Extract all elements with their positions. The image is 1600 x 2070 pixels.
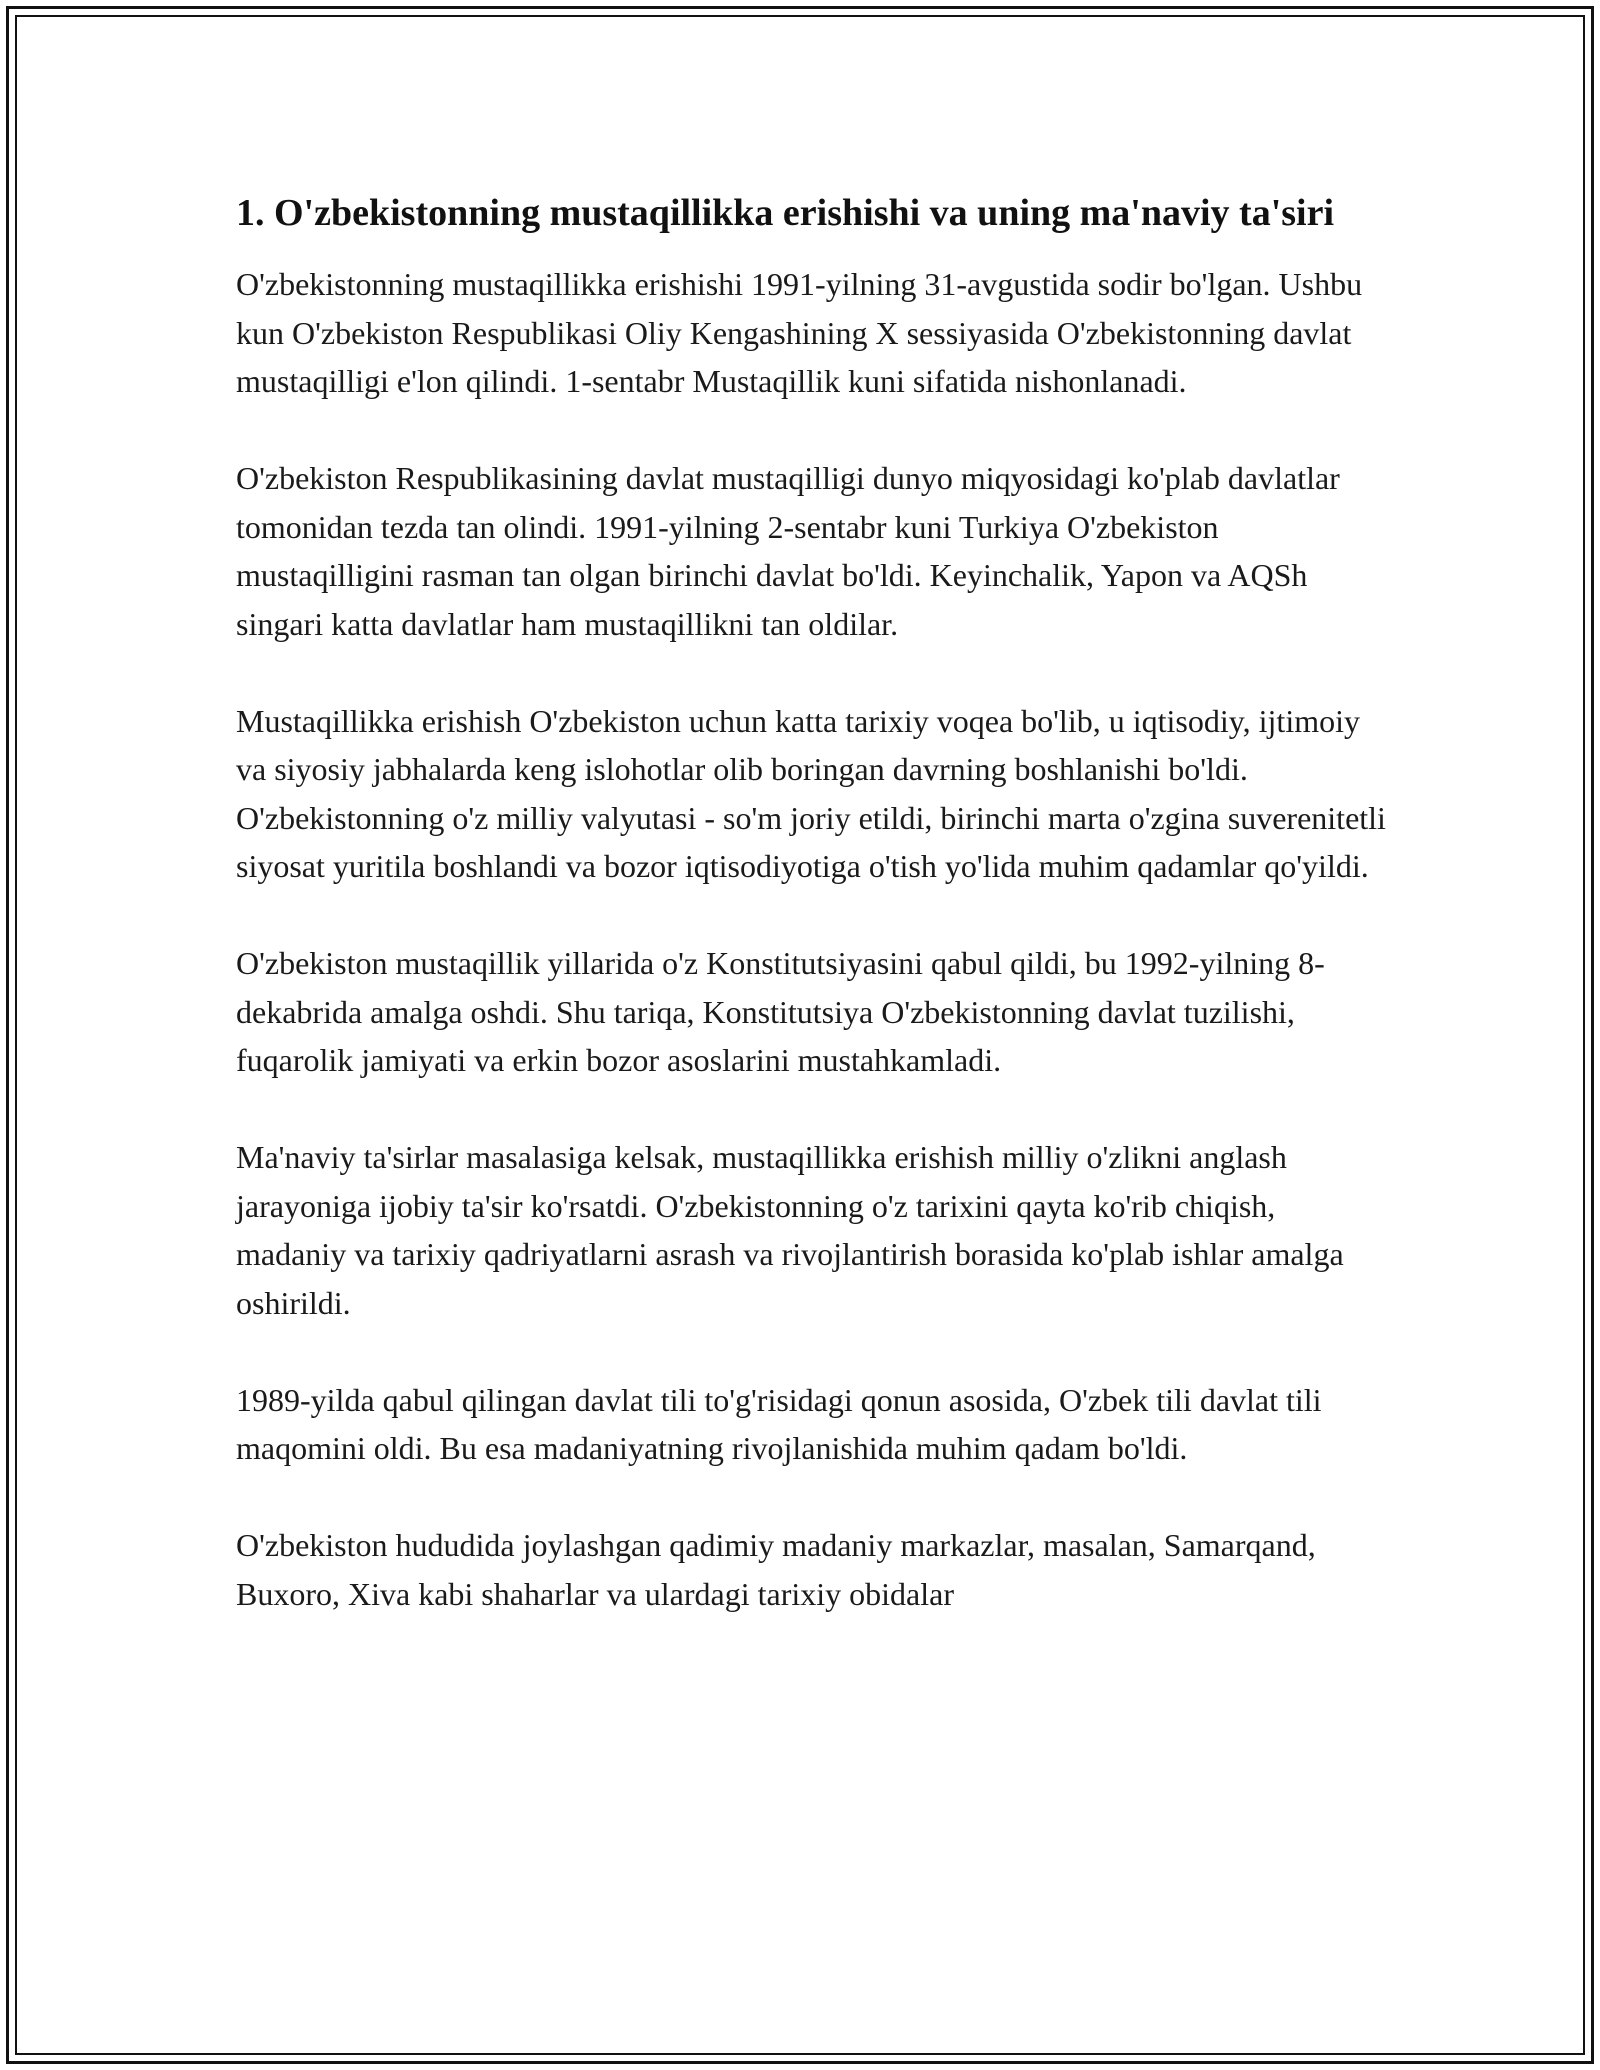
- paragraph-cultural-centers: O'zbekiston hududida joylashgan qadimiy madaniy markazlar, masalan, Samarqand, Buxoro, Xiva kabi shaharlar va ulardagi tarixiy obidalar: [236, 1527, 1316, 1612]
- paragraph-independence-date: O'zbekistonning mustaqillikka erishishi 1991-yilning 31-avgustida sodir bo'lgan. Ushbu kun O'zbekiston Respublikasi Oliy Kengashining X sessiyasida O'zbekistonning davlat mustaqilligi e'lon qilindi. 1-sentabr Mustaqillik kuni sifatida nishonlanadi.: [236, 266, 1363, 399]
- document-body: [236, 186, 1386, 1667]
- section-heading: 1. O'zbekistonning mustaqillikka erishishi va uning ma'naviy ta'siri: [236, 192, 1335, 234]
- paragraph-state-language: 1989-yilda qabul qilingan davlat tili to'g'risidagi qonun asosida, O'zbek tili davlat tili maqomini oldi. Bu esa madaniyatning rivojlanishida muhim qadam bo'ldi.: [236, 1381, 1322, 1466]
- paragraph-constitution: O'zbekiston mustaqillik yillarida o'z Konstitutsiyasini qabul qildi, bu 1992-yilning 8-dekabrida amalga oshdi. Shu tariqa, Konstitutsiya O'zbekistonning davlat tuzilishi, fuqarolik jamiyati va erkin bozor asoslarini mustahkamladi.: [236, 945, 1325, 1078]
- paragraph-reforms: Mustaqillikka erishish O'zbekiston uchun katta tarixiy voqea bo'lib, u iqtisodiy, ijtimoiy va siyosiy jabhalarda keng islohotlar olib boringan davrning boshlanishi bo'ldi. O'zbekistonning o'z milliy valyutasi - so'm joriy etildi, birinchi marta o'zgina suverenitetli siyosat yuritila boshlandi va bozor iqtisodiyotiga o'tish yo'lida muhim qadamlar qo'yildi.: [236, 702, 1386, 884]
- paragraph-international-recognition: O'zbekiston Respublikasining davlat mustaqilligi dunyo miqyosidagi ko'plab davlatlar tomonidan tezda tan olindi. 1991-yilning 2-sentabr kuni Turkiya O'zbekiston mustaqilligini rasman tan olgan birinchi davlat bo'ldi. Keyinchalik, Yapon va AQSh singari katta davlatlar ham mustaqillikni tan oldilar.: [236, 460, 1340, 642]
- paragraph-spiritual-impact: Ma'naviy ta'sirlar masalasiga kelsak, mustaqillikka erishish milliy o'zlikni anglash jarayoniga ijobiy ta'sir ko'rsatdi. O'zbekistonning o'z tarixini qayta ko'rib chiqish, madaniy va tarixiy qadriyatlarni asrash va rivojlantirish borasida ko'plab ishlar amalga oshirildi.: [236, 1139, 1344, 1321]
